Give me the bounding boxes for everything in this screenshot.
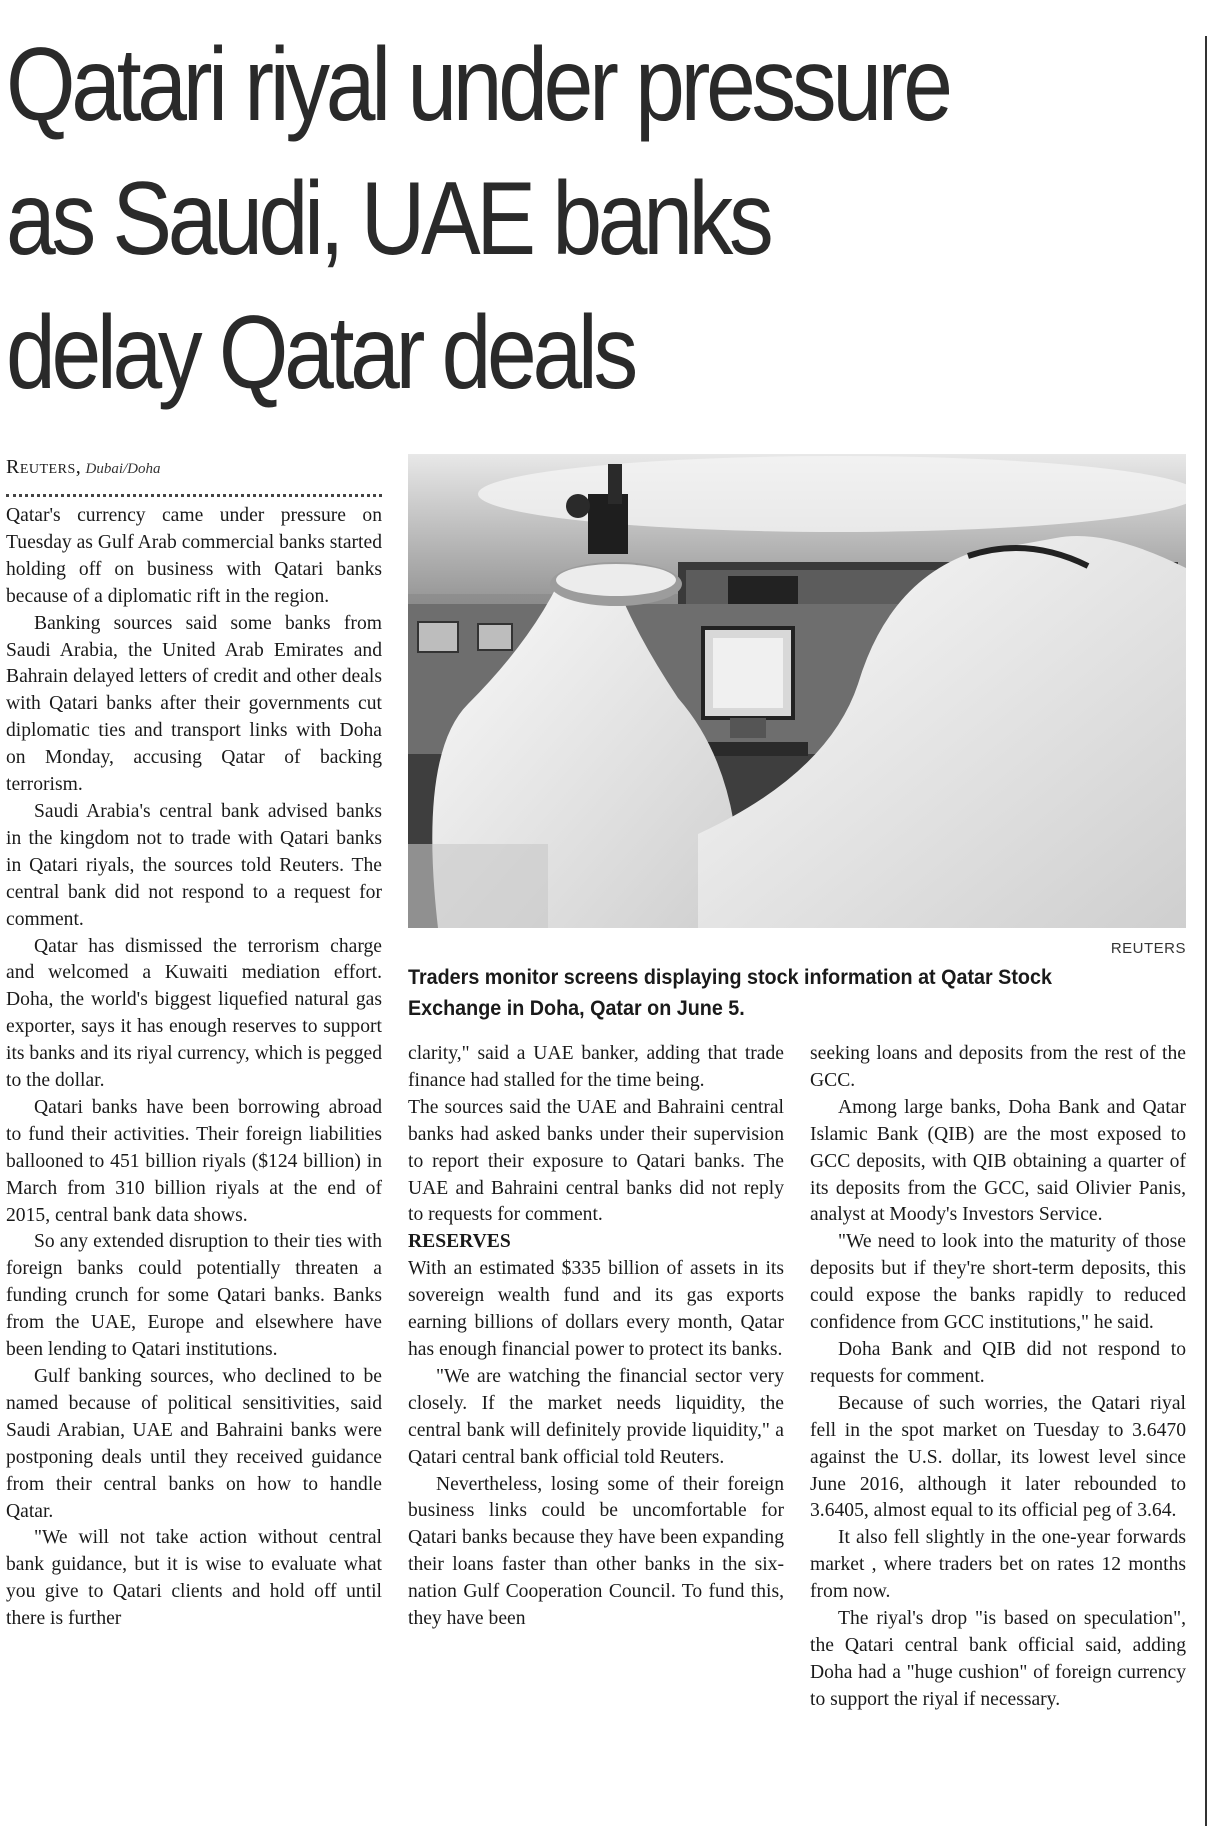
subheading: RESERVES [408, 1231, 511, 1253]
paragraph: Because of such worries, the Qatari riyal fell in the spot market on Tuesday to 3.6470 against the U.S. dollar, its lowest level since June 2016, although it later rebounded to 3.6405, almost equal to its official peg of 3.64. [810, 1392, 1186, 1522]
paragraph: Among large banks, Doha Bank and Qatar Islamic Bank (QIB) are the most exposed to GCC deposits, with QIB obtaining a quarter of its deposits from the GCC, said Olivier Panis, analyst at Moody's Investors Service. [810, 1096, 1186, 1226]
paragraph: Qatari banks have been borrowing abroad to fund their activities. Their foreign liabilities ballooned to 451 billion riyals ($124 billion) in March from 310 billion riyals at the end of 2015, central bank data shows. [6, 1096, 382, 1226]
paragraph: Gulf banking sources, who declined to be named because of political sensitivities, said Saudi Arabian, UAE and Bahraini banks were postponing deals until they received guidance from their central banks on how to handle Qatar. [6, 1366, 382, 1522]
article-column-1 [6, 503, 382, 1633]
headline [6, 18, 1029, 420]
column-rule [1205, 36, 1207, 1826]
news-photo [408, 454, 1186, 928]
article-column-2 [408, 1041, 784, 1633]
paragraph: "We will not take action without central bank guidance, but it is wise to evaluate what you give to Qatari clients and hold off until there is further [6, 1527, 382, 1630]
headline-line-1: Qatari riyal under pressure [6, 27, 949, 143]
trading-floor-illustration [408, 454, 1186, 928]
paragraph: Banking sources said some banks from Saudi Arabia, the United Arab Emirates and Bahrain delayed letters of credit and other deals with Qatari banks after their governments cut diplomatic ties and transport links with Doha on Monday, accusing Qatar of backing terrorism. [6, 612, 382, 796]
byline-location: Dubai/Doha [85, 461, 161, 477]
paragraph: seeking loans and deposits from the rest of the GCC. [810, 1043, 1186, 1091]
paragraph: Saudi Arabia's central bank advised banks in the kingdom not to trade with Qatari banks in Qatari riyals, the sources told Reuters. The central bank did not respond to a request for comment. [6, 800, 382, 930]
paragraph: The sources said the UAE and Bahraini central banks had asked banks under their supervision to report their exposure to Qatari banks. The UAE and Bahraini central banks did not reply to requests for comment. [408, 1096, 784, 1226]
byline-divider [6, 494, 382, 497]
paragraph: The riyal's drop "is based on speculation", the Qatari central bank official said, adding Doha had a "huge cushion" of foreign currency to support the riyal if necessary. [810, 1608, 1186, 1710]
paragraph: "We are watching the financial sector very closely. If the market needs liquidity, the central bank will definitely provide liquidity," a Qatari central bank official told Reuters. [408, 1365, 784, 1468]
paragraph: Qatar's currency came under pressure on Tuesday as Gulf Arab commercial banks started holding off on business with Qatari banks because of a diplomatic rift in the region. [6, 505, 382, 607]
photo-caption: Traders monitor screens displaying stock information at Qatar Stock Exchange in Doha, Qatar on June 5. [408, 966, 1052, 1020]
paragraph: So any extended disruption to their ties with foreign banks could potentially threaten a funding crunch for some Qatari banks. Banks from the UAE, Europe and elsewhere have been lending to Qatari institutions. [6, 1231, 382, 1361]
paragraph: Doha Bank and QIB did not respond to requests for comment. [810, 1338, 1186, 1387]
paragraph: clarity," said a UAE banker, adding that trade finance had stalled for the time being. [408, 1043, 784, 1091]
paragraph: Nevertheless, losing some of their foreign business links could be uncomfortable for Qatari banks because they have been expanding their loans faster than other banks in the six-nation Gulf Cooperation Council. To fund this, they have been [408, 1473, 784, 1630]
byline-agency: Reuters, [6, 456, 82, 478]
paragraph: "We need to look into the maturity of those deposits but if they're short-term deposits, this could expose the banks rapidly to reduced confidence from GCC institutions," he said. [810, 1231, 1186, 1334]
headline-line-2: as Saudi, UAE banks [6, 161, 770, 277]
paragraph: It also fell slightly in the one-year forwards market , where traders bet on rates 12 months from now. [810, 1527, 1186, 1603]
paragraph: Qatar has dismissed the terrorism charge and welcomed a Kuwaiti mediation effort. Doha, the world's biggest liquefied natural gas exporter, says it has enough reserves to support its banks and its riyal currency, which is pegged to the dollar. [6, 935, 382, 1092]
paragraph: With an estimated $335 billion of assets in its sovereign wealth fund and its gas exports earning billions of dollars every month, Qatar has enough financial power to protect its banks. [408, 1258, 784, 1360]
photo-credit: REUTERS [1110, 940, 1186, 957]
headline-line-3: delay Qatar deals [6, 295, 634, 411]
byline [6, 456, 160, 479]
article-column-3 [810, 1041, 1186, 1714]
